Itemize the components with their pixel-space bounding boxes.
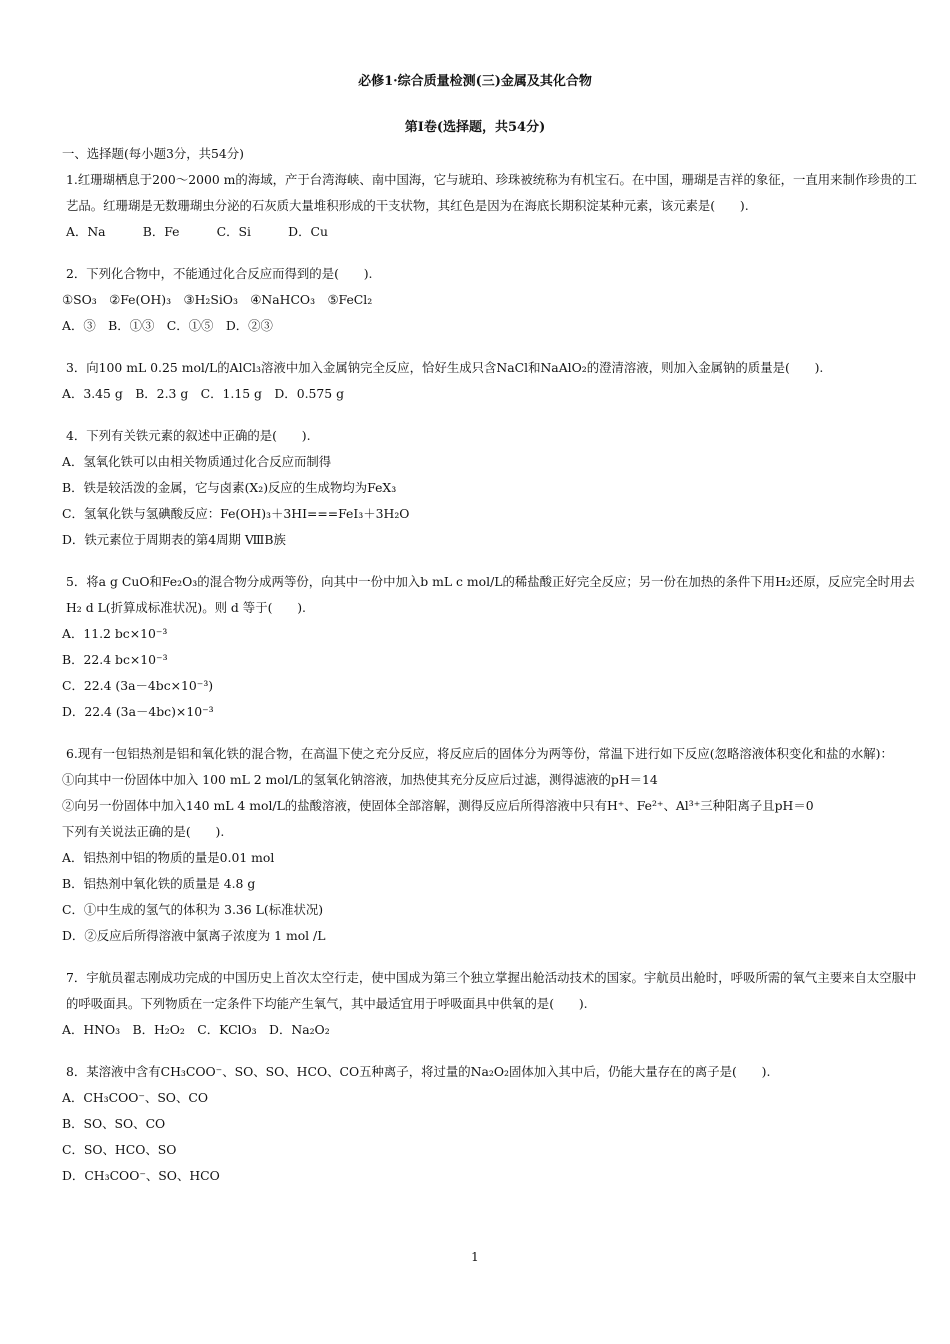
- question-5-option-d: D．22.4 (3a－4bc)×10⁻³: [62, 704, 214, 719]
- page-title: 必修1·综合质量检测(三)金属及其化合物: [358, 74, 592, 89]
- question-4-option-b: B．铁是较活泼的金属，它与卤素(X₂)反应的生成物均为FeX₃: [62, 480, 397, 495]
- question-4-option-a: A．氢氧化铁可以由相关物质通过化合反应而制得: [62, 454, 332, 469]
- question-7-options: A．HNO₃ B．H₂O₂ C．KClO₃ D．Na₂O₂: [62, 1022, 330, 1037]
- question-1-stem: 1.红珊瑚栖息于200～2000 m的海域，产于台湾海峡、南中国海，它与琥珀、珍珠被统称为有机宝石。在中国，珊瑚是吉祥的象征，一直用来制作珍贵的工艺品。红珊瑚是无数珊瑚虫分泌的石灰质大量堆积形成的干支状物，其红色是因为在海底长期积淀某种元素，该元素是( ).: [66, 172, 917, 213]
- question-5-stem: 5．将a g CuO和Fe₂O₃的混合物分成两等份，向其中一份中加入b mL c mol/L的稀盐酸正好完全反应；另一份在加热的条件下用H₂还原，反应完全时用去H₂ d L(折算成标准状况)。则 d 等于( ).: [66, 574, 915, 615]
- question-6-option-d: D．②反应后所得溶液中氯离子浓度为 1 mol /L: [62, 928, 326, 943]
- question-6-option-a: A．铝热剂中铝的物质的量是0.01 mol: [62, 850, 275, 865]
- section-heading: 一、选择题(每小题3分，共54分): [62, 146, 245, 161]
- question-4-option-c: C．氢氧化铁与氢碘酸反应：Fe(OH)₃＋3HI===FeI₃＋3H₂O: [62, 506, 410, 521]
- question-2-compounds: ①SO₃ ②Fe(OH)₃ ③H₂SiO₃ ④NaHCO₃ ⑤FeCl₂: [62, 292, 373, 307]
- question-3-options: A．3.45 g B．2.3 g C．1.15 g D．0.575 g: [62, 386, 345, 401]
- question-5-option-b: B．22.4 bc×10⁻³: [62, 652, 168, 667]
- question-6-option-b: B．铝热剂中氧化铁的质量是 4.8 g: [62, 876, 256, 891]
- question-3-stem: 3．向100 mL 0.25 mol/L的AlCl₃溶液中加入金属钠完全反应，恰好生成只含NaCl和NaAlO₂的澄清溶液，则加入金属钠的质量是( ).: [66, 360, 824, 375]
- question-6-prompt: 下列有关说法正确的是( ).: [62, 824, 225, 839]
- question-7-stem: 7．宇航员翟志刚成功完成的中国历史上首次太空行走，使中国成为第三个独立掌握出舱活动技术的国家。宇航员出舱时，呼吸所需的氧气主要来自太空服中的呼吸面具。下列物质在一定条件下均能产生氧气，其中最适宜用于呼吸面具中供氧的是( ).: [66, 970, 917, 1011]
- question-8-stem: 8．某溶液中含有CH₃COO⁻、SO、SO、HCO、CO五种离子，将过量的Na₂O₂固体加入其中后，仍能大量存在的离子是( ).: [66, 1064, 771, 1079]
- question-2-stem: 2．下列化合物中，不能通过化合反应而得到的是( ).: [66, 266, 373, 281]
- question-4-option-d: D．铁元素位于周期表的第4周期 ⅧB族: [62, 532, 286, 547]
- question-list: [62, 141, 920, 1189]
- question-6-stem: 6.现有一包铝热剂是铝和氧化铁的混合物，在高温下使之充分反应，将反应后的固体分为两等份，常温下进行如下反应(忽略溶液体积变化和盐的水解)：: [66, 746, 893, 761]
- question-8-option-d: D．CH₃COO⁻、SO、HCO: [62, 1168, 220, 1183]
- question-6-option-c: C．①中生成的氢气的体积为 3.36 L(标准状况): [62, 902, 324, 917]
- question-4-stem: 4．下列有关铁元素的叙述中正确的是( ).: [66, 428, 311, 443]
- question-8-option-c: C．SO、HCO、SO: [62, 1142, 177, 1157]
- part-title: 第Ⅰ卷(选择题，共54分): [404, 120, 546, 135]
- question-6-condition-1: ①向其中一份固体中加入 100 mL 2 mol/L的氢氧化钠溶液，加热使其充分反应后过滤，测得滤液的pH＝14: [62, 772, 658, 787]
- page-number: 1: [471, 1250, 479, 1264]
- question-6-condition-2: ②向另一份固体中加入140 mL 4 mol/L的盐酸溶液，使固体全部溶解，测得反应后所得溶液中只有H⁺、Fe²⁺、Al³⁺三种阳离子且pH＝0: [62, 798, 814, 813]
- question-5-option-c: C．22.4 (3a－4bc×10⁻³): [62, 678, 214, 693]
- question-1-options: A．Na B．Fe C．Si D．Cu: [66, 224, 328, 239]
- question-2-options: A．③ B．①③ C．①⑤ D．②③: [62, 318, 273, 333]
- question-5-option-a: A．11.2 bc×10⁻³: [62, 626, 168, 641]
- question-8-option-a: A．CH₃COO⁻、SO、CO: [62, 1090, 208, 1105]
- question-8-option-b: B．SO、SO、CO: [62, 1116, 166, 1131]
